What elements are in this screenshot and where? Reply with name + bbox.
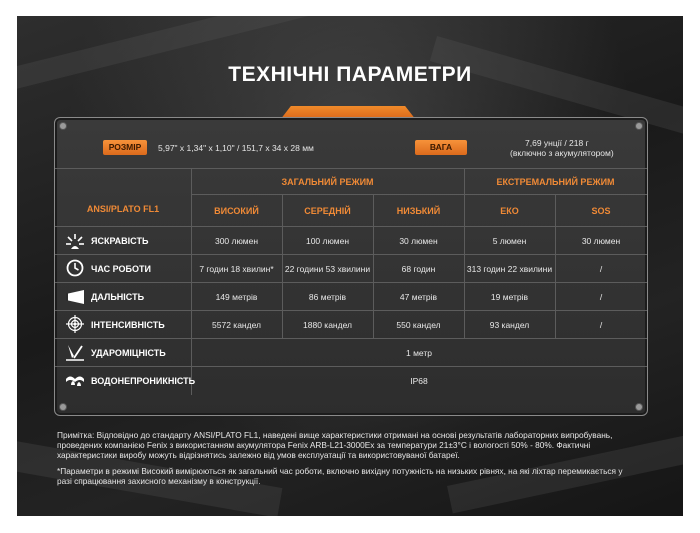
row-label-distance: ДАЛЬНІСТЬ [91, 292, 145, 302]
extreme-mode-header: ЕКСТРЕМАЛЬНИЙ РЕЖИМ [496, 177, 615, 187]
clock-icon [65, 259, 85, 277]
row-label-waterproof: ВОДОНЕПРОНИКНІСТЬ [91, 376, 196, 386]
mode-header-medium: СЕРЕДНІЙ [304, 206, 351, 216]
cell-distance-low: 47 метрів [399, 292, 438, 302]
brightness-icon [65, 232, 85, 250]
cell-runtime-sos: / [599, 264, 603, 274]
page-title: ТЕХНІЧНІ ПАРАМЕТРИ [228, 63, 472, 86]
weight-badge: ВАГА [415, 140, 467, 155]
screw-icon [636, 123, 642, 129]
cell-runtime-medium: 22 години 53 хвилини [284, 264, 371, 274]
note-high-mode: *Параметри в режимі Високий вимірюються як загальний час роботи, включно вихідну потужність на низьких рівнях, на які ліхтар перемикається у разі спрацювання захисного механізму в конструкції. [57, 466, 623, 486]
screw-icon [60, 404, 66, 410]
grid-line [464, 168, 465, 338]
spec-panel [54, 117, 648, 416]
grid-line [55, 226, 647, 227]
grid-line [55, 168, 647, 169]
grid-line [191, 168, 192, 395]
grid-line [55, 282, 647, 283]
cell-waterproof-value: IP68 [410, 376, 428, 386]
poster-background [17, 16, 683, 516]
cell-intensity-high: 5572 кандел [212, 320, 261, 330]
size-value: 5,97" х 1,34" х 1,10" / 151,7 х 34 х 28 мм [158, 143, 314, 153]
mode-header-low: НИЗЬКИЙ [396, 206, 441, 216]
cell-intensity-sos: / [599, 320, 603, 330]
cell-brightness-high: 300 люмен [214, 236, 259, 246]
general-mode-header: ЗАГАЛЬНИЙ РЕЖИМ [281, 177, 374, 187]
footnotes [57, 430, 632, 492]
cell-intensity-low: 550 кандел [396, 320, 441, 330]
grid-line [55, 310, 647, 311]
impact-icon [65, 343, 85, 361]
cell-runtime-eco: 313 годин 22 хвилини [466, 264, 553, 274]
cell-runtime-high: 7 годин 18 хвилин* [199, 264, 274, 274]
note-standard: Примітка: Відповідно до стандарту ANSI/PLATO FL1, наведені вище характеристики отримані на основі результатів лабораторних випробувань, проведених компанією Fenix з використанням акумулятора Fenix ARB-L21-3000Ex за температури 21±3°C і вологості 50% - 80%. Фактичні характеристики виробу можуть відрізнятись залежно від умов експлуатації та використовуваної батареї. [57, 430, 613, 460]
cell-intensity-eco: 93 кандел [489, 320, 530, 330]
row-label-impact: УДАРОМІЦНІСТЬ [91, 348, 166, 358]
mode-header-eco: ЕКО [500, 206, 519, 216]
grid-line [191, 194, 647, 195]
size-badge: РОЗМІР [103, 140, 147, 155]
cell-distance-sos: / [599, 292, 603, 302]
mode-header-sos: SOS [591, 206, 611, 216]
weight-value-line1: 7,69 унції / 218 г [525, 138, 589, 148]
cell-distance-high: 149 метрів [215, 292, 258, 302]
cell-runtime-low: 68 годин [401, 264, 436, 274]
cell-intensity-medium: 1880 кандел [303, 320, 352, 330]
screw-icon [636, 404, 642, 410]
cell-brightness-sos: 30 люмен [581, 236, 621, 246]
cell-brightness-eco: 5 люмен [492, 236, 527, 246]
cell-brightness-medium: 100 люмен [305, 236, 350, 246]
cell-impact-value: 1 метр [406, 348, 432, 358]
grid-line [55, 254, 647, 255]
cell-distance-medium: 86 метрів [308, 292, 347, 302]
standard-header: ANSI/PLATO FL1 [86, 204, 160, 214]
weight-value-line2: (включно з акумулятором) [510, 148, 614, 158]
cell-distance-eco: 19 метрів [490, 292, 529, 302]
screw-icon [60, 123, 66, 129]
beam-distance-icon [65, 288, 85, 306]
mode-header-high: ВИСОКИЙ [214, 206, 259, 216]
intensity-icon [65, 315, 85, 333]
row-label-runtime: ЧАС РОБОТИ [91, 264, 151, 274]
grid-line [55, 338, 647, 339]
cell-brightness-low: 30 люмен [399, 236, 438, 246]
row-label-intensity: ІНТЕНСИВНІСТЬ [91, 320, 165, 330]
grid-line [55, 366, 647, 367]
row-label-brightness: ЯСКРАВІСТЬ [91, 236, 149, 246]
waterproof-icon [65, 371, 85, 389]
